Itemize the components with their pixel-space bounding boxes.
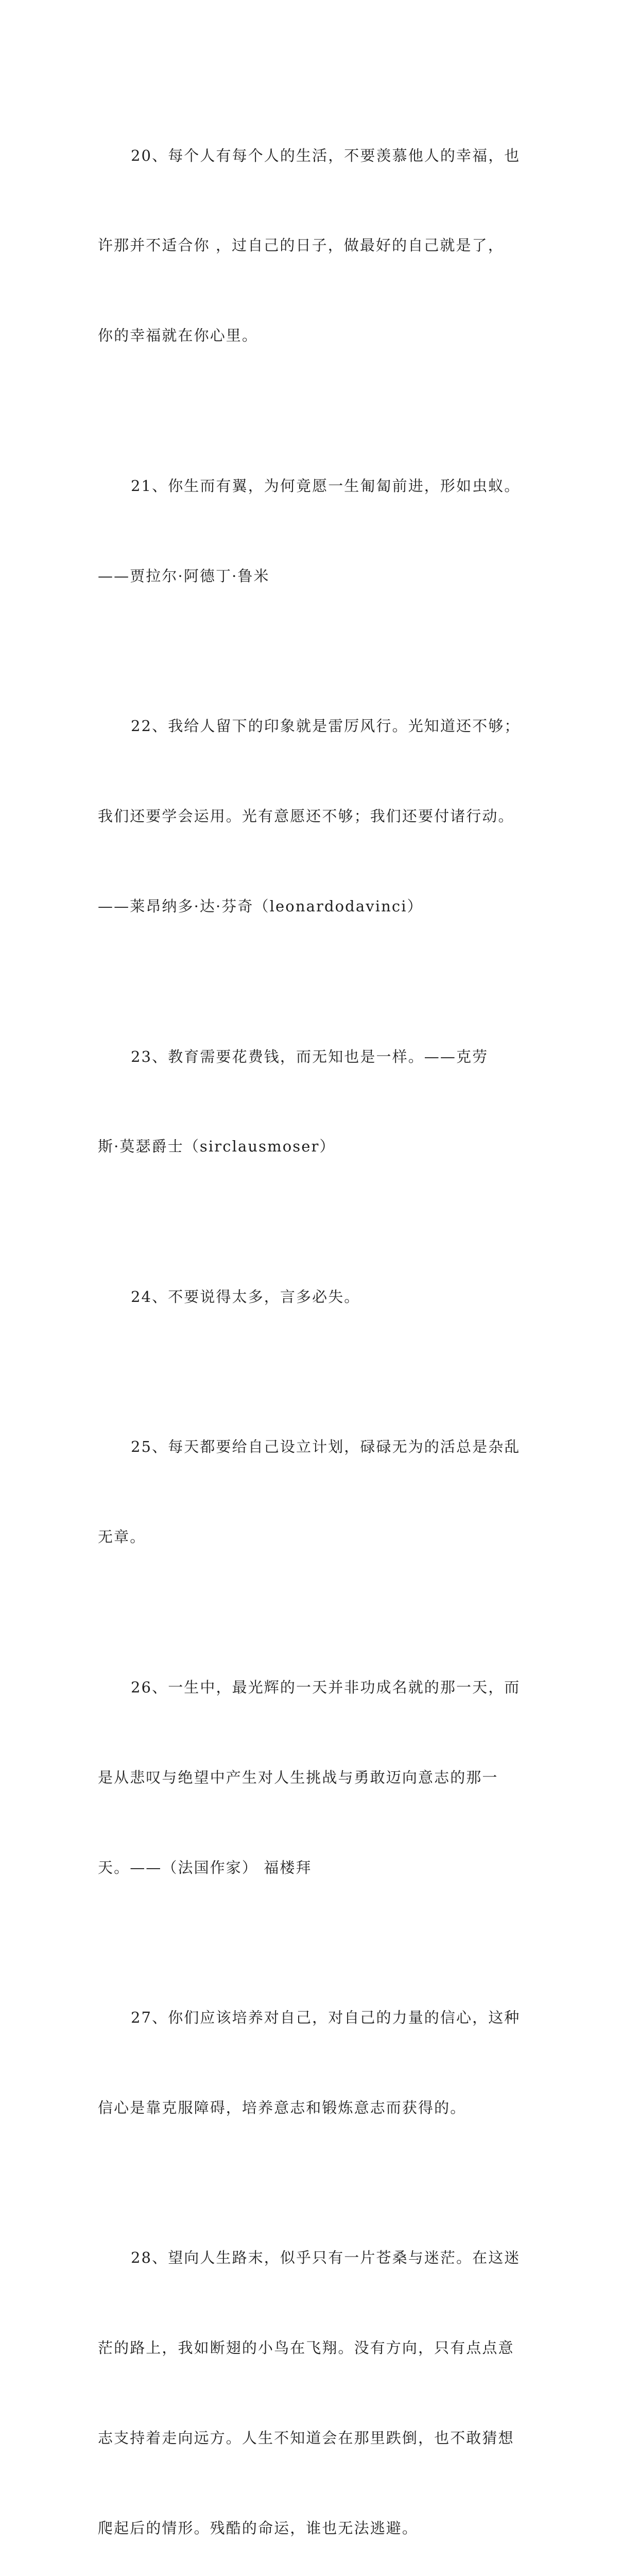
text-line: 茫的路上，我如断翅的小鸟在飞翔。没有方向，只有点点意: [98, 2339, 514, 2357]
text-line: 是从悲叹与绝望中产生对人生挑战与勇敢迈向意志的那一: [98, 1768, 498, 1786]
paragraph-27: [98, 1942, 541, 2182]
text-line: 天。——（法国作家） 福楼拜: [98, 1858, 312, 1876]
text-line: 25、每天都要给自己设立计划，碌碌无为的活总是杂乱: [131, 1438, 521, 1456]
paragraph-22: [98, 651, 541, 981]
text-line: 24、不要说得太多，言多必失。: [131, 1287, 360, 1306]
paragraph-21: [98, 411, 541, 651]
paragraph-28: [98, 2183, 541, 2576]
text-line: 我们还要学会运用。光有意愿还不够；我们还要付诸行动。: [98, 807, 514, 825]
text-line: 无章。: [98, 1528, 146, 1546]
text-line: 26、一生中，最光辉的一天并非功成名就的那一天，而: [131, 1678, 521, 1696]
text-line: 爬起后的情形。残酷的命运，谁也无法逃避。: [98, 2519, 419, 2537]
text-line: 你的幸福就在你心里。: [98, 327, 258, 345]
text-line: 22、我给人留下的印象就是雷厉风行。光知道还不够；: [131, 717, 521, 735]
paragraph-25: [98, 1372, 541, 1612]
text-line: 27、你们应该培养对自己，对自己的力量的信心，这种: [131, 2009, 521, 2026]
text-line: 许那并不适合你 ，过自己的日子，做最好的自己就是了，: [98, 236, 504, 255]
paragraph-20: [98, 80, 541, 411]
text-line: 信心是靠克服障碍，培养意志和锻炼意志而获得的。: [98, 2098, 467, 2116]
document-body: [98, 80, 541, 2576]
text-line: 斯·莫瑟爵士（sirclausmoser）: [98, 1138, 336, 1156]
text-line: 23、教育需要花费钱，而无知也是一样。——克劳: [131, 1047, 489, 1065]
text-line: 志支持着走向远方。人生不知道会在那里跌倒，也不敢猜想: [98, 2429, 514, 2447]
text-line: 21、你生而有翼，为何竟愿一生匍匐前进，形如虫蚁。: [131, 477, 521, 495]
paragraph-26: [98, 1612, 541, 1942]
text-line: ——贾拉尔·阿德丁·鲁米: [98, 567, 270, 585]
text-line: 20、每个人有每个人的生活，不要羡慕他人的幸福，也: [131, 146, 521, 164]
text-line: 28、望向人生路末，似乎只有一片苍桑与迷茫。在这迷: [131, 2249, 521, 2267]
paragraph-24: [98, 1222, 541, 1371]
paragraph-23: [98, 981, 541, 1222]
text-line: ——莱昂纳多·达·芬奇（leonardodavinci）: [98, 897, 423, 916]
